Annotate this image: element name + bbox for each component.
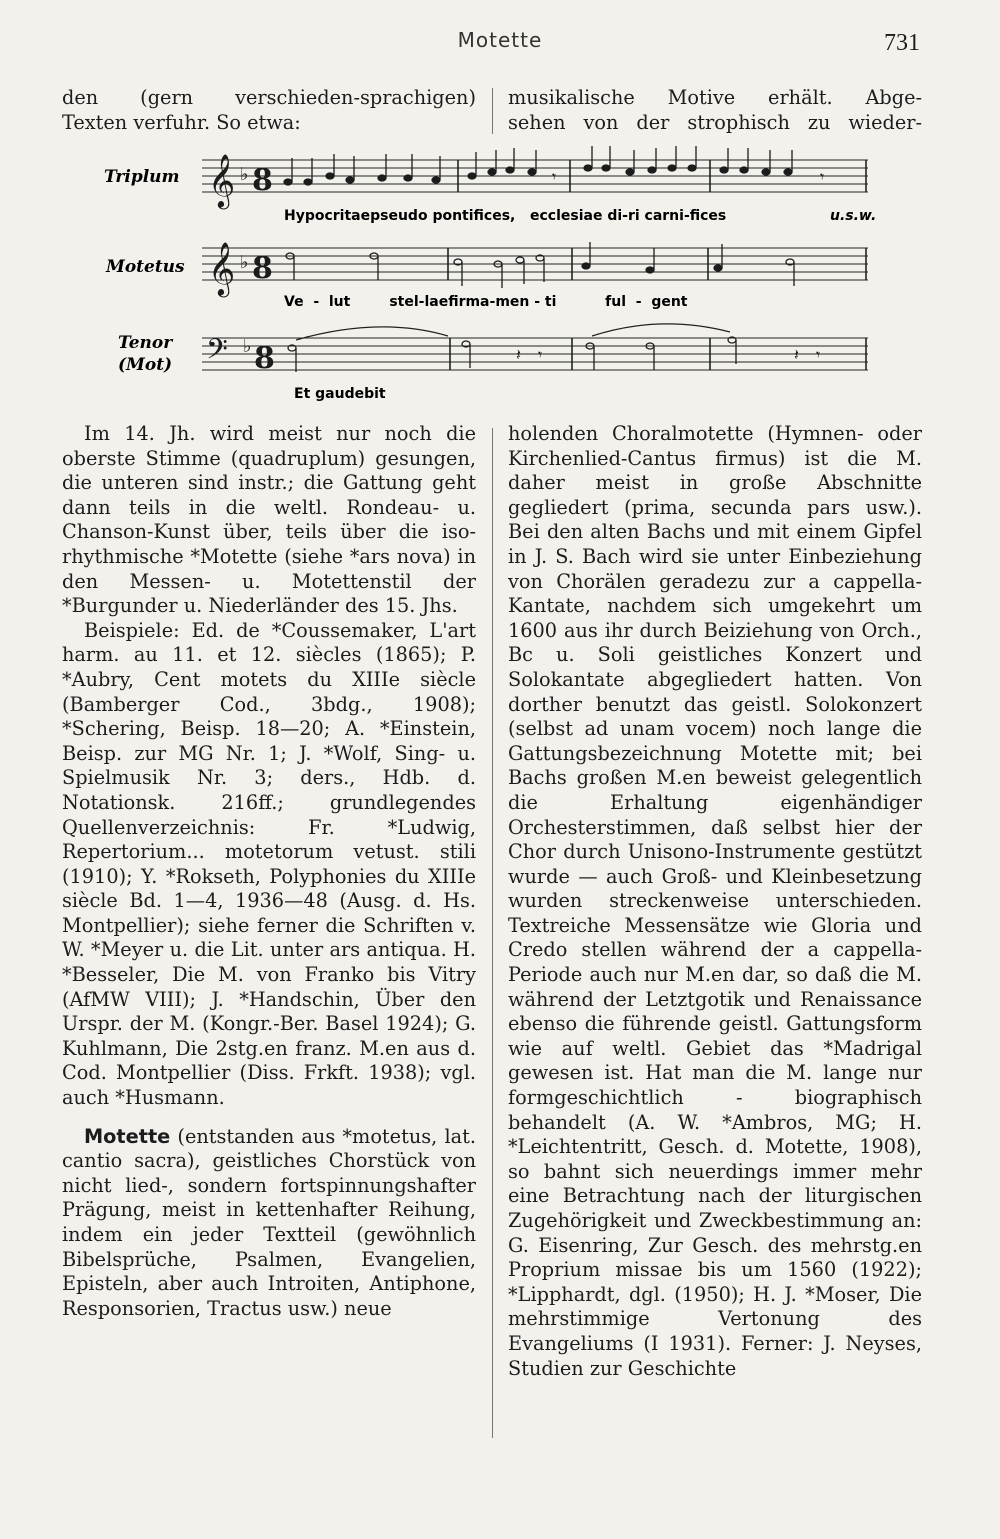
triplum-notes (284, 146, 792, 185)
lyrics-triplum-tail: u.s.w. (830, 208, 877, 224)
rests (516, 167, 824, 364)
top-right-text (508, 86, 922, 135)
top-left-line-2: Texten verfuhr. So etwa: (62, 110, 301, 134)
running-title: Motette (457, 28, 543, 52)
left-paragraph-2: Beispiele: Ed. de *Coussemaker, L'art harm. au 11. et 12. siècles (1865); P. *Aubry, Cent motets du XIIIe siècle (Bamberger Cod., 3bdg., 1908); *Schering, Beisp. 18—20; A. *Einstein, Beisp. zur MG Nr. 1; J. *Wolf, Sing- u. Spielmusik Nr. 3; ders., Hdb. d. Notationsk. 216ff.; grundlegendes Quellenverzeichnis: Fr. *Ludwig, Repertorium... motetorum vetust. stili (1910); Y. *Rokseth, Polyphonies du XIIIe siècle Bd. 1—4, 1936—48 (Ausg. d. Hs. Montpellier); siehe ferner die Schriften v. W. *Meyer u. die Lit. unter ars antiqua. H. *Besseler, Die M. von Franko bis Vitry (AfMW VIII); J. *Handschin, Über den Urspr. der M. (Kongr.-Ber. Basel 1924); G. Kuhlmann, Die 2stg.en franz. M.en aus d. Cod. Montpellier (Diss. Frkft. 1938); vgl. auch *Husmann. (62, 618, 476, 1110)
time-signature: 8 (252, 163, 273, 198)
svg-text:𝄽: 𝄽 (516, 345, 521, 364)
svg-text:(Mot): (Mot) (118, 355, 173, 375)
entry-lemma: Motette (84, 1124, 171, 1148)
left-paragraph-1: Im 14. Jh. wird meist nur noch die oberste Stimme (quadruplum) gesungen, die unteren sind instr.; die Gattung geht dann teils in die weltl. Rondeau- u. Chanson-Kunst über, teils über die iso-rhythmische *Motette (siehe *ars nova) in den Messen- u. Motettenstil der *Burgunder u. Niederländer des 15. Jhs. (62, 422, 476, 618)
lyrics-motetus: Ve - lut stel-laefirma-men - ti ful - gent (284, 294, 688, 310)
svg-text:𝄾: 𝄾 (538, 345, 543, 364)
lyrics-triplum: Hypocritaepseudo pontifices, ecclesiae di-ri carni-fices (284, 208, 727, 224)
music-example (0, 140, 1000, 410)
svg-text:𝄾: 𝄾 (816, 345, 821, 364)
top-right-line-2: sehen von der strophisch zu wieder- (508, 110, 922, 134)
entry-motette (62, 1125, 476, 1322)
staff-label-tenor (118, 333, 173, 375)
right-paragraph-1: holenden Choralmotette (Hymnen- oder Kirchenlied-Cantus firmus) ist die M. daher meist in große Abschnitte gegliedert (prima, secunda pars usw.). Bei den alten Bachs und mit einem Gipfel in J. S. Bach wird sie unter Einbeziehung von Chorälen geradezu zur a cappella-Kantate, nachdem sich umgekehrt um 1600 aus ihr durch Beiziehung von Orch., Bc u. Soli geistliches Konzert und Solokantate abgegliedert hatten. Von dorther benutzt das geistl. Solokonzert (selbst ad unam vocem) noch lange die Gattungsbezeichnung Motette mit; bei Bachs großen M.en beweist gelegentlich die Erhaltung eigenhändiger Orchesterstimmen, daß selbst hier der Chor durch Unisono-Instrumente gestützt wurde — auch Groß- und Kleinbesetzung wurden streckenweise unterschieden. Textreiche Messensätze wie Gloria und Credo stellen während der a cappella-Periode auch nur M.en dar, so daß die M. während der Letztgotik und Renaissance ebenso die führende geistl. Gattungsform wie auf weltl. Gebiet das *Madrigal gewesen ist. Hat man die M. lange nur formgeschichtlich - biographisch behandelt (A. W. *Ambros, MG; H. *Leichtentritt, Gesch. d. Motette, 1908), so bahnt sich neuerdings immer mehr eine Betrachtung nach der liturgischen Zugehörigkeit und Zweckbestimmung an: G. Eisenring, Zur Gesch. des mehrstg.en Proprium missae bis um 1560 (1922); *Lipphardt, dgl. (1950); H. J. *Moser, Die mehrstimmige Vertonung des Evangeliums (I 1931). Ferner: J. Neyses, Studien zur Geschichte (508, 422, 922, 1380)
flat-icon: ♭ (240, 164, 249, 185)
top-left-line-1: den (gern verschieden-sprachigen) (62, 86, 476, 109)
svg-text:𝄽: 𝄽 (794, 345, 799, 364)
treble-clef-icon: 𝄞 (208, 241, 236, 295)
lyrics-tenor: Et gaudebit (294, 386, 386, 402)
svg-text:Tenor: Tenor (118, 333, 173, 353)
time-signature: 8 (252, 251, 273, 286)
staff-label-triplum (104, 167, 180, 187)
motetus-notes (286, 242, 794, 288)
right-column (508, 422, 922, 1381)
svg-text:𝄾: 𝄾 (820, 167, 825, 186)
column-divider-top (492, 88, 493, 134)
top-left-text (62, 86, 476, 135)
svg-text:Triplum: Triplum (104, 167, 180, 187)
clefs (206, 153, 275, 376)
column-divider (492, 428, 493, 1438)
entry-text: (entstanden aus *motetus, lat. cantio sacra), geistliches Chorstück von nicht lied-, sondern fortspinnungshafter Prägung, meist in kettenhafter Reihung, indem ein jeder Textteil (gewöhnlich Bibelsprüche, Psalmen, Evangelien, Episteln, aber auch Introiten, Antiphone, Responsorien, Tractus usw.) neue (62, 1124, 476, 1320)
flat-icon: ♭ (243, 336, 252, 357)
svg-text:𝄾: 𝄾 (552, 167, 557, 186)
top-right-line-1: musikalische Motive erhält. Abge- (508, 86, 922, 109)
treble-clef-icon: 𝄞 (208, 153, 236, 207)
flat-icon: ♭ (240, 252, 249, 273)
page-number: 731 (884, 30, 920, 56)
svg-text:Motetus: Motetus (106, 257, 185, 277)
time-signature: 8 (254, 341, 275, 376)
bass-clef-icon: 𝄢 (206, 333, 228, 373)
staff-label-motetus (105, 257, 185, 277)
left-column (62, 422, 476, 1321)
